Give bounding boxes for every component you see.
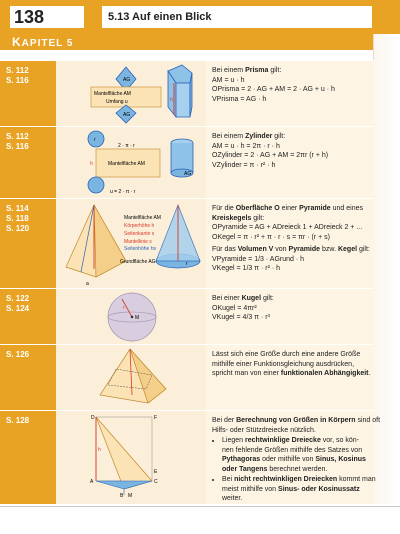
page-refs: S. 128 <box>0 411 56 504</box>
svg-text:a: a <box>86 281 89 287</box>
prism-text: Bei einem Prisma gilt: AM = u · h OPrisma = 2 · AG + AM = 2 · AG + u · h VPrisma = AG · h <box>206 61 374 126</box>
chapter-label: KAPITEL 5 <box>12 35 74 49</box>
cylinder-text: Bei einem Zylinder gilt: AM = u · h = 2π · r · h OZylinder = 2 · AG + AM = 2πr (r + h) VZylinder = π · r² · h <box>206 127 374 198</box>
svg-text:Seitenhöhe hs: Seitenhöhe hs <box>124 246 156 252</box>
page-number: 138 <box>10 6 84 28</box>
svg-text:B: B <box>120 493 124 499</box>
height-label: h <box>170 97 173 103</box>
sphere-figure <box>56 289 206 344</box>
perimeter-label: Umfang u <box>106 99 128 105</box>
page-refs: S. 112 S. 116 <box>0 61 56 126</box>
row-functional <box>0 344 374 410</box>
auxiliary-triangle <box>96 417 152 489</box>
base-label-bottom: AG <box>123 112 131 118</box>
row-auxiliary-triangles <box>0 410 381 504</box>
lateral-label: Mantelfläche AM <box>94 91 131 97</box>
svg-text:F: F <box>154 415 158 421</box>
list-item: • Liegen rechtwinklige Dreiecke vor, so kön- nen fehlende Größen mithilfe des Satzes von Pythagoras oder mithilfe von Sinus, Kosinus oder Tangens berechnet werden. <box>222 436 368 474</box>
svg-text:Körperhöhe h: Körperhöhe h <box>124 223 155 229</box>
triangles-figure <box>56 411 206 504</box>
svg-text:h: h <box>98 447 101 453</box>
page-refs: S. 112 S. 116 <box>0 127 56 198</box>
formula: OPrisma = 2 · AG + AM = 2 · AG + u · h <box>212 86 335 93</box>
svg-text:Seitenkante s: Seitenkante s <box>124 231 155 237</box>
svg-text:Mantelfläche AM: Mantelfläche AM <box>124 215 161 221</box>
section-title: 5.13 Auf einen Blick <box>102 6 372 28</box>
svg-text:M: M <box>135 315 140 321</box>
svg-text:C: C <box>154 479 158 485</box>
page-refs: S. 122 S. 124 <box>0 289 56 344</box>
base-label-top: AG <box>123 77 131 83</box>
cylinder-net-top <box>88 131 104 147</box>
page-refs: S. 126 <box>0 345 56 410</box>
circumference-bottom-label: u = 2 · π · r <box>110 189 136 195</box>
svg-text:Grundfläche AG: Grundfläche AG <box>120 259 156 265</box>
prism-figure <box>56 61 206 126</box>
cylinder-figure <box>56 127 206 198</box>
svg-text:r: r <box>123 305 125 311</box>
pyramid-cone-figure <box>56 199 206 288</box>
row-pyramid-cone <box>0 198 374 288</box>
svg-text:r: r <box>94 137 96 143</box>
functional-text: Lässt sich eine Größe durch eine andere Größe mithilfe einer Funktionsgleichung ausdrücken, spricht man von einer funktionalen Abhängigkeit. <box>206 345 374 410</box>
svg-text:r: r <box>186 261 188 267</box>
page-refs: S. 114 S. 118 S. 120 <box>0 199 56 288</box>
sphere-text: Bei einer Kugel gilt: OKugel = 4πr² VKugel = 4/3 π · r³ <box>206 289 374 344</box>
svg-text:M: M <box>128 493 133 499</box>
svg-text:Mantelfläche AM: Mantelfläche AM <box>108 161 145 167</box>
bullet-list <box>212 436 376 504</box>
svg-text:D: D <box>91 415 95 421</box>
formula: AM = u · h <box>212 76 245 84</box>
cylinder-net-bottom <box>88 177 104 193</box>
formula: VPrisma = AG · h <box>212 95 267 103</box>
row-prism <box>0 60 374 126</box>
row-sphere <box>0 288 374 344</box>
list-item: • Bei nicht rechtwinkligen Dreiecken kommt man meist mithilfe von Sinus- oder Kosinussatz weiter. <box>222 475 368 504</box>
svg-text:A: A <box>90 479 94 485</box>
svg-text:h: h <box>90 161 93 167</box>
svg-text:AG: AG <box>184 171 192 177</box>
bottom-rule <box>0 506 400 507</box>
pyramid-cone-text: Für die Oberfläche O einer Pyramide und eines Kreiskegels gilt: OPyramide = AG + ADreieck 1 + ADreieck 2 + ... OKegel = π · r² + π · r · s = πr · (r + s) Für das Volumen V von Pyramide bzw. Kegel gilt: VPyramide = 1/3 · AGrund · h VKegel = 1/3 π · r² · h <box>206 199 374 288</box>
functional-figure <box>56 345 206 410</box>
circumference-label: 2 · π · r <box>118 143 135 149</box>
svg-text:Mantellinie s: Mantellinie s <box>124 239 152 245</box>
row-cylinder <box>0 126 374 198</box>
svg-text:E: E <box>154 469 158 475</box>
page-edge <box>373 34 400 504</box>
triangles-text: Bei der Berechnung von Größen in Körpern sind oft Hilfs- oder Stützdreiecke nützlich. • Liegen rechtwinklige Dreiecke vor, so kön- nen fehlende Größen mithilfe des Satzes von Pythagoras oder mithilfe von Sinus, Kosinus oder Tangens berechnet werden. • Bei nicht rechtwinkligen Dreiecken kommt man meist mithilfe von Sinus- oder Kosinussatz weiter. <box>206 411 374 504</box>
